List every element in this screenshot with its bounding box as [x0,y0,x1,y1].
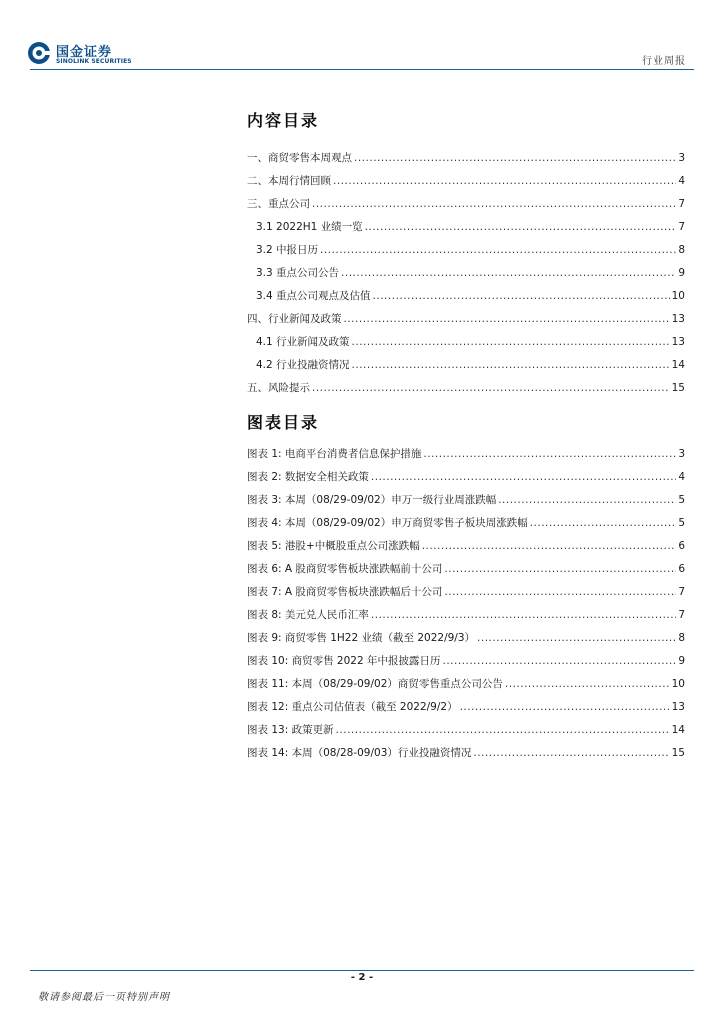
dot-leader [320,239,676,262]
dot-leader [530,512,677,535]
entry-page-number: 14 [671,359,685,371]
toc-entry[interactable] [247,239,685,262]
contents-section [247,109,685,400]
entry-page-number: 10 [671,678,685,690]
entry-label: 图表 3: 本周（08/29-09/02）申万一级行业周涨跌幅 [247,494,497,506]
entry-label: 三、重点公司 [247,198,310,210]
dot-leader [354,147,676,170]
entry-label: 4.2 行业投融资情况 [256,359,350,371]
toc-entry[interactable] [247,354,685,377]
entry-label: 一、商贸零售本周观点 [247,152,352,164]
figure-entry[interactable] [247,673,685,696]
figure-entry[interactable] [247,627,685,650]
entry-label: 3.2 中报日历 [256,244,319,256]
page-number: - 2 - [350,972,374,983]
entry-label: 3.3 重点公司公告 [256,267,340,279]
dot-leader [312,377,670,400]
report-type-label: 行业周报 [642,56,686,67]
entry-label: 图表 7: A 股商贸零售板块涨跌幅后十公司 [247,586,443,598]
entry-label: 图表 5: 港股+中概股重点公司涨跌幅 [247,540,420,552]
entry-page-number: 8 [678,244,685,256]
entry-page-number: 7 [678,609,685,621]
entry-label: 图表 4: 本周（08/29-09/02）申万商贸零售子板块周涨跌幅 [247,517,528,529]
entry-label: 图表 6: A 股商贸零售板块涨跌幅前十公司 [247,563,443,575]
entry-label: 图表 2: 数据安全相关政策 [247,471,369,483]
entry-label: 二、本周行情回顾 [247,175,331,187]
entry-page-number: 13 [671,701,685,713]
entry-page-number: 14 [671,724,685,736]
footer-divider [30,970,694,971]
entry-label: 四、行业新闻及政策 [247,313,342,325]
figure-entry[interactable] [247,558,685,581]
entry-label: 图表 12: 重点公司估值表（截至 2022/9/2） [247,701,458,713]
dot-leader [505,673,670,696]
entry-page-number: 4 [678,175,685,187]
dot-leader [473,742,669,765]
dot-leader [477,627,676,650]
dot-leader [444,581,676,604]
toc-entry[interactable] [247,308,685,331]
entry-page-number: 5 [678,517,685,529]
entry-page-number: 13 [671,336,685,348]
dot-leader [371,604,676,627]
toc-entry[interactable] [247,285,685,308]
dot-leader [444,558,676,581]
figure-entry[interactable] [247,466,685,489]
figures-title: 图表目录 [247,413,320,432]
entry-label: 五、风险提示 [247,382,310,394]
entry-page-number: 6 [678,540,685,552]
entry-page-number: 13 [671,313,685,325]
entry-page-number: 7 [678,221,685,233]
dot-leader [498,489,676,512]
dot-leader [336,719,670,742]
entry-label: 图表 9: 商贸零售 1H22 业绩（截至 2022/9/3） [247,632,476,644]
dot-leader [341,262,676,285]
entry-page-number: 3 [678,152,685,164]
dot-leader [422,535,677,558]
entry-label: 图表 1: 电商平台消费者信息保护措施 [247,448,422,460]
dot-leader [460,696,670,719]
dot-leader [344,308,670,331]
dot-leader [373,285,670,308]
entry-page-number: 7 [678,198,685,210]
dot-leader [352,354,670,377]
logo-chinese-name: 国金证券 [56,45,113,60]
toc-entry[interactable] [247,216,685,239]
entry-label: 图表 8: 美元兑人民币汇率 [247,609,369,621]
dot-leader [312,193,676,216]
entry-page-number: 4 [678,471,685,483]
entry-page-number: 8 [678,632,685,644]
figures-section [247,411,685,765]
disclaimer-text: 敬请参阅最后一页特别声明 [38,992,170,1003]
toc-entry[interactable] [247,262,685,285]
entry-page-number: 9 [678,655,685,667]
figure-entry[interactable] [247,650,685,673]
entry-label: 4.1 行业新闻及政策 [256,336,350,348]
toc-entry[interactable] [247,193,685,216]
toc-entry[interactable] [247,170,685,193]
figure-entry[interactable] [247,581,685,604]
entry-page-number: 9 [678,267,685,279]
entry-label: 图表 10: 商贸零售 2022 年中报披露日历 [247,655,441,667]
entry-page-number: 5 [678,494,685,506]
sinolink-logo-icon [27,41,51,65]
header-divider [30,69,694,70]
dot-leader [333,170,676,193]
figure-entry[interactable] [247,696,685,719]
toc-entry[interactable] [247,331,685,354]
page-header [0,0,724,72]
entry-page-number: 6 [678,563,685,575]
figure-entry[interactable] [247,604,685,627]
entry-page-number: 15 [671,747,685,759]
entry-page-number: 7 [678,586,685,598]
contents-title: 内容目录 [247,111,320,130]
figure-entry[interactable] [247,489,685,512]
entry-page-number: 3 [678,448,685,460]
logo-english-name: SINOLINK SECURITIES [56,58,132,65]
entry-page-number: 10 [671,290,685,302]
entry-label: 3.1 2022H1 业绩一览 [256,221,363,233]
entry-label: 3.4 重点公司观点及估值 [256,290,371,302]
entry-label: 图表 14: 本周（08/28-09/03）行业投融资情况 [247,747,472,759]
toc-entry[interactable] [247,377,685,400]
dot-leader [352,331,670,354]
figure-entry[interactable] [247,512,685,535]
figure-entry[interactable] [247,719,685,742]
dot-leader [442,650,676,673]
dot-leader [423,443,676,466]
entry-page-number: 15 [671,382,685,394]
dot-leader [365,216,677,239]
entry-label: 图表 13: 政策更新 [247,724,334,736]
figure-entry[interactable] [247,535,685,558]
toc-entry[interactable] [247,147,685,170]
entry-label: 图表 11: 本周（08/29-09/02）商贸零售重点公司公告 [247,678,503,690]
dot-leader [371,466,676,489]
figure-entry[interactable] [247,443,685,466]
contents-list [247,147,685,400]
figure-entry[interactable] [247,742,685,765]
company-logo [27,40,137,70]
figures-list [247,443,685,765]
